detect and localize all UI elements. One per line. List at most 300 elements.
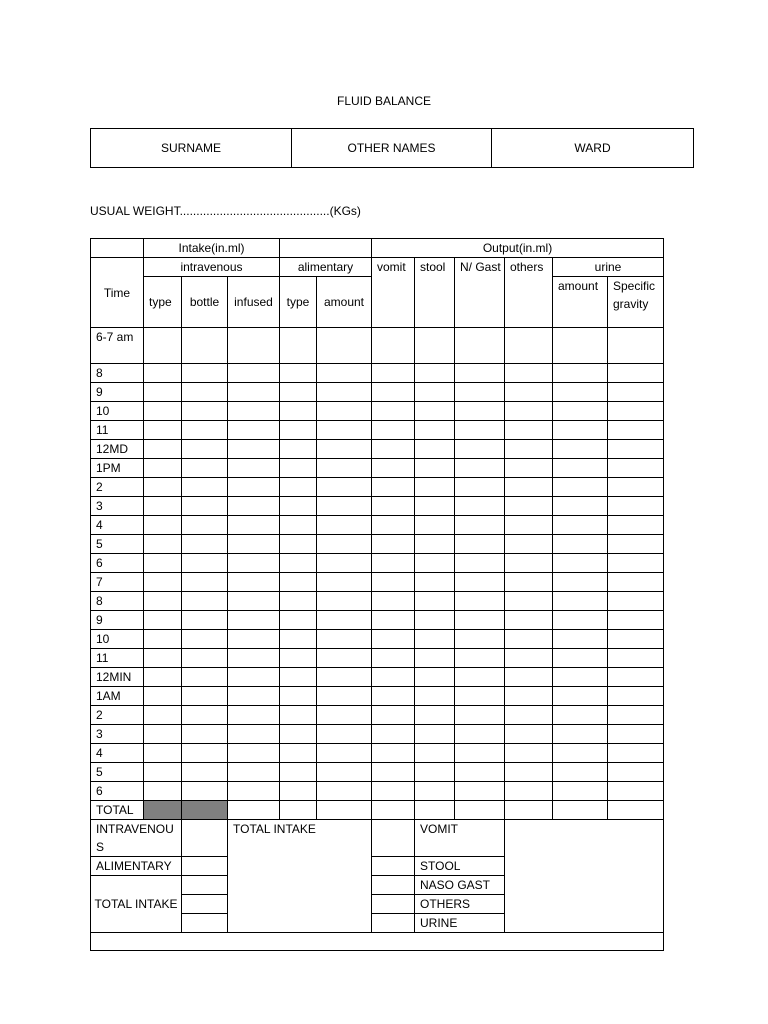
- entry-cell[interactable]: [455, 725, 505, 744]
- entry-cell[interactable]: [553, 497, 608, 516]
- entry-cell[interactable]: [608, 706, 664, 725]
- summary-total-intake-value[interactable]: [182, 895, 228, 914]
- entry-cell[interactable]: [455, 328, 505, 364]
- time-row: [91, 478, 664, 497]
- entry-cell[interactable]: [228, 516, 280, 535]
- entry-cell[interactable]: [455, 516, 505, 535]
- entry-cell[interactable]: [317, 497, 372, 516]
- entry-cell[interactable]: [505, 328, 553, 364]
- entry-cell[interactable]: [505, 440, 553, 459]
- entry-cell[interactable]: [553, 478, 608, 497]
- entry-cell[interactable]: [455, 554, 505, 573]
- entry-cell[interactable]: [280, 535, 317, 554]
- summary-stool-value[interactable]: [372, 857, 415, 876]
- entry-cell[interactable]: [228, 421, 280, 440]
- entry-cell[interactable]: [182, 554, 228, 573]
- entry-cell[interactable]: [553, 383, 608, 402]
- entry-cell[interactable]: [415, 459, 455, 478]
- total-cell[interactable]: [505, 801, 553, 820]
- entry-cell[interactable]: [505, 782, 553, 801]
- entry-cell[interactable]: [228, 763, 280, 782]
- entry-cell[interactable]: [317, 630, 372, 649]
- entry-cell[interactable]: [553, 328, 608, 364]
- entry-cell[interactable]: [608, 687, 664, 706]
- entry-cell[interactable]: [182, 782, 228, 801]
- entry-cell[interactable]: [553, 763, 608, 782]
- entry-cell[interactable]: [372, 649, 415, 668]
- entry-cell[interactable]: [415, 668, 455, 687]
- entry-cell[interactable]: [372, 763, 415, 782]
- entry-cell[interactable]: [144, 744, 182, 763]
- entry-cell[interactable]: [372, 383, 415, 402]
- entry-cell[interactable]: [415, 554, 455, 573]
- entry-cell[interactable]: [415, 611, 455, 630]
- entry-cell[interactable]: [280, 402, 317, 421]
- entry-cell[interactable]: [280, 497, 317, 516]
- entry-cell[interactable]: [505, 554, 553, 573]
- entry-cell[interactable]: [144, 328, 182, 364]
- entry-cell[interactable]: [372, 516, 415, 535]
- entry-cell[interactable]: [553, 706, 608, 725]
- entry-cell[interactable]: [317, 554, 372, 573]
- entry-cell[interactable]: [228, 328, 280, 364]
- total-cell[interactable]: [228, 801, 280, 820]
- entry-cell[interactable]: [317, 706, 372, 725]
- total-shaded-cell: [182, 801, 228, 820]
- entry-cell[interactable]: [608, 440, 664, 459]
- total-cell[interactable]: [415, 801, 455, 820]
- entry-cell[interactable]: [317, 611, 372, 630]
- entry-cell[interactable]: [372, 611, 415, 630]
- entry-cell[interactable]: [182, 725, 228, 744]
- entry-cell[interactable]: [608, 763, 664, 782]
- total-cell[interactable]: [372, 801, 415, 820]
- entry-cell[interactable]: [415, 497, 455, 516]
- entry-cell[interactable]: [280, 592, 317, 611]
- entry-cell[interactable]: [455, 478, 505, 497]
- entry-cell[interactable]: [553, 554, 608, 573]
- other-names-field[interactable]: OTHER NAMES: [292, 129, 492, 168]
- entry-cell[interactable]: [144, 440, 182, 459]
- entry-cell[interactable]: [455, 592, 505, 611]
- entry-cell[interactable]: [505, 383, 553, 402]
- entry-cell[interactable]: [455, 364, 505, 383]
- entry-cell[interactable]: [608, 592, 664, 611]
- entry-cell[interactable]: [144, 383, 182, 402]
- entry-cell[interactable]: [144, 649, 182, 668]
- entry-cell[interactable]: [317, 440, 372, 459]
- entry-cell[interactable]: [144, 554, 182, 573]
- entry-cell[interactable]: [182, 573, 228, 592]
- entry-cell[interactable]: [317, 649, 372, 668]
- entry-cell[interactable]: [228, 402, 280, 421]
- entry-cell[interactable]: [553, 687, 608, 706]
- entry-cell[interactable]: [608, 611, 664, 630]
- entry-cell[interactable]: [182, 383, 228, 402]
- entry-cell[interactable]: [415, 687, 455, 706]
- entry-cell[interactable]: [372, 573, 415, 592]
- entry-cell[interactable]: [608, 554, 664, 573]
- entry-cell[interactable]: [280, 554, 317, 573]
- entry-cell[interactable]: [372, 592, 415, 611]
- entry-cell[interactable]: [372, 497, 415, 516]
- entry-cell[interactable]: [182, 649, 228, 668]
- entry-cell[interactable]: [317, 383, 372, 402]
- entry-cell[interactable]: [280, 364, 317, 383]
- entry-cell[interactable]: [228, 649, 280, 668]
- entry-cell[interactable]: [182, 535, 228, 554]
- entry-cell[interactable]: [372, 725, 415, 744]
- entry-cell[interactable]: [553, 649, 608, 668]
- entry-cell[interactable]: [144, 611, 182, 630]
- entry-cell[interactable]: [608, 459, 664, 478]
- total-cell[interactable]: [317, 801, 372, 820]
- entry-cell[interactable]: [182, 328, 228, 364]
- entry-cell[interactable]: [280, 687, 317, 706]
- entry-cell[interactable]: [505, 535, 553, 554]
- entry-cell[interactable]: [280, 782, 317, 801]
- entry-cell[interactable]: [182, 611, 228, 630]
- total-cell[interactable]: [455, 801, 505, 820]
- entry-cell[interactable]: [144, 782, 182, 801]
- entry-cell[interactable]: [182, 497, 228, 516]
- entry-cell[interactable]: [144, 459, 182, 478]
- entry-cell[interactable]: [182, 421, 228, 440]
- entry-cell[interactable]: [228, 725, 280, 744]
- entry-cell[interactable]: [553, 630, 608, 649]
- entry-cell[interactable]: [228, 744, 280, 763]
- entry-cell[interactable]: [317, 573, 372, 592]
- entry-cell[interactable]: [280, 383, 317, 402]
- entry-cell[interactable]: [553, 611, 608, 630]
- entry-cell[interactable]: [455, 763, 505, 782]
- entry-cell[interactable]: [505, 668, 553, 687]
- summary-vomit-value[interactable]: [372, 820, 415, 857]
- entry-cell[interactable]: [455, 744, 505, 763]
- entry-cell[interactable]: [144, 497, 182, 516]
- entry-cell[interactable]: [553, 782, 608, 801]
- entry-cell[interactable]: [317, 592, 372, 611]
- entry-cell[interactable]: [553, 535, 608, 554]
- entry-cell[interactable]: [372, 668, 415, 687]
- entry-cell[interactable]: [608, 649, 664, 668]
- total-cell[interactable]: [553, 801, 608, 820]
- entry-cell[interactable]: [415, 421, 455, 440]
- entry-cell[interactable]: [182, 706, 228, 725]
- total-shaded-cell: [144, 801, 182, 820]
- entry-cell[interactable]: [415, 573, 455, 592]
- entry-cell[interactable]: [228, 383, 280, 402]
- entry-cell[interactable]: [317, 402, 372, 421]
- entry-cell[interactable]: [317, 535, 372, 554]
- entry-cell[interactable]: [505, 649, 553, 668]
- entry-cell[interactable]: [455, 440, 505, 459]
- entry-cell[interactable]: [505, 763, 553, 782]
- entry-cell[interactable]: [228, 440, 280, 459]
- entry-cell[interactable]: [553, 421, 608, 440]
- entry-cell[interactable]: [415, 630, 455, 649]
- intake-blank-header: [280, 239, 372, 258]
- entry-cell[interactable]: [228, 611, 280, 630]
- entry-cell[interactable]: [228, 535, 280, 554]
- entry-cell[interactable]: [553, 744, 608, 763]
- entry-cell[interactable]: [228, 687, 280, 706]
- entry-cell[interactable]: [317, 725, 372, 744]
- entry-cell[interactable]: [144, 421, 182, 440]
- entry-cell[interactable]: [280, 440, 317, 459]
- entry-cell[interactable]: [608, 782, 664, 801]
- entry-cell[interactable]: [553, 516, 608, 535]
- entry-cell[interactable]: [372, 459, 415, 478]
- entry-cell[interactable]: [455, 649, 505, 668]
- entry-cell[interactable]: [415, 478, 455, 497]
- entry-cell[interactable]: [415, 328, 455, 364]
- entry-cell[interactable]: [144, 630, 182, 649]
- entry-cell[interactable]: [608, 383, 664, 402]
- entry-cell[interactable]: [144, 535, 182, 554]
- entry-cell[interactable]: [280, 459, 317, 478]
- entry-cell[interactable]: [228, 706, 280, 725]
- entry-cell[interactable]: [415, 364, 455, 383]
- entry-cell[interactable]: [280, 573, 317, 592]
- entry-cell[interactable]: [144, 706, 182, 725]
- entry-cell[interactable]: [505, 630, 553, 649]
- entry-cell[interactable]: [372, 402, 415, 421]
- entry-cell[interactable]: [182, 763, 228, 782]
- entry-cell[interactable]: [415, 440, 455, 459]
- summary-naso-gast-label: NASO GAST: [415, 876, 505, 895]
- entry-cell[interactable]: [455, 573, 505, 592]
- entry-cell[interactable]: [415, 535, 455, 554]
- entry-cell[interactable]: [505, 421, 553, 440]
- time-label: 2: [91, 478, 144, 497]
- entry-cell[interactable]: [372, 421, 415, 440]
- summary-alimentary-value[interactable]: [182, 857, 228, 876]
- summary-total-intake-value[interactable]: [182, 876, 228, 895]
- entry-cell[interactable]: [280, 630, 317, 649]
- entry-cell[interactable]: [505, 497, 553, 516]
- entry-cell[interactable]: [317, 687, 372, 706]
- entry-cell[interactable]: [144, 592, 182, 611]
- entry-cell[interactable]: [415, 706, 455, 725]
- entry-cell[interactable]: [553, 668, 608, 687]
- entry-cell[interactable]: [182, 592, 228, 611]
- entry-cell[interactable]: [182, 478, 228, 497]
- entry-cell[interactable]: [455, 497, 505, 516]
- entry-cell[interactable]: [415, 383, 455, 402]
- entry-cell[interactable]: [372, 478, 415, 497]
- iv-bottle-header: bottle: [182, 277, 228, 328]
- entry-cell[interactable]: [505, 706, 553, 725]
- entry-cell[interactable]: [280, 668, 317, 687]
- entry-cell[interactable]: [415, 763, 455, 782]
- entry-cell[interactable]: [280, 421, 317, 440]
- entry-cell[interactable]: [415, 516, 455, 535]
- entry-cell[interactable]: [608, 497, 664, 516]
- entry-cell[interactable]: [553, 402, 608, 421]
- entry-cell[interactable]: [280, 763, 317, 782]
- entry-cell[interactable]: [372, 782, 415, 801]
- entry-cell[interactable]: [317, 328, 372, 364]
- entry-cell[interactable]: [415, 782, 455, 801]
- entry-cell[interactable]: [415, 402, 455, 421]
- entry-cell[interactable]: [144, 516, 182, 535]
- entry-cell[interactable]: [415, 744, 455, 763]
- summary-intravenous-value[interactable]: [182, 820, 228, 857]
- entry-cell[interactable]: [372, 328, 415, 364]
- entry-cell[interactable]: [228, 554, 280, 573]
- entry-cell[interactable]: [182, 459, 228, 478]
- entry-cell[interactable]: [317, 763, 372, 782]
- entry-cell[interactable]: [182, 687, 228, 706]
- entry-cell[interactable]: [372, 535, 415, 554]
- entry-cell[interactable]: [144, 478, 182, 497]
- entry-cell[interactable]: [182, 440, 228, 459]
- total-cell[interactable]: [280, 801, 317, 820]
- entry-cell[interactable]: [505, 459, 553, 478]
- entry-cell[interactable]: [608, 630, 664, 649]
- entry-cell[interactable]: [372, 687, 415, 706]
- entry-cell[interactable]: [228, 573, 280, 592]
- entry-cell[interactable]: [144, 687, 182, 706]
- entry-cell[interactable]: [228, 478, 280, 497]
- entry-cell[interactable]: [182, 744, 228, 763]
- entry-cell[interactable]: [553, 440, 608, 459]
- entry-cell[interactable]: [505, 725, 553, 744]
- entry-cell[interactable]: [553, 364, 608, 383]
- entry-cell[interactable]: [608, 535, 664, 554]
- entry-cell[interactable]: [608, 478, 664, 497]
- entry-cell[interactable]: [455, 668, 505, 687]
- entry-cell[interactable]: [415, 649, 455, 668]
- entry-cell[interactable]: [608, 725, 664, 744]
- entry-cell[interactable]: [317, 668, 372, 687]
- entry-cell[interactable]: [228, 668, 280, 687]
- entry-cell[interactable]: [280, 706, 317, 725]
- entry-cell[interactable]: [280, 725, 317, 744]
- entry-cell[interactable]: [455, 782, 505, 801]
- entry-cell[interactable]: [182, 364, 228, 383]
- summary-total-intake-value[interactable]: [182, 914, 228, 933]
- entry-cell[interactable]: [144, 364, 182, 383]
- entry-cell[interactable]: [317, 364, 372, 383]
- entry-cell[interactable]: [455, 630, 505, 649]
- entry-cell[interactable]: [317, 744, 372, 763]
- footer-row[interactable]: [91, 933, 664, 951]
- entry-cell[interactable]: [317, 478, 372, 497]
- entry-cell[interactable]: [455, 383, 505, 402]
- intake-header: Intake(in.ml): [144, 239, 280, 258]
- alimentary-header: alimentary: [280, 258, 372, 277]
- summary-urine-value[interactable]: [372, 914, 415, 933]
- entry-cell[interactable]: [455, 706, 505, 725]
- entry-cell[interactable]: [317, 516, 372, 535]
- entry-cell[interactable]: [608, 744, 664, 763]
- entry-cell[interactable]: [553, 725, 608, 744]
- entry-cell[interactable]: [608, 364, 664, 383]
- usual-weight-field[interactable]: USUAL WEIGHT.............................................(KGs): [90, 204, 361, 218]
- entry-cell[interactable]: [228, 782, 280, 801]
- entry-cell[interactable]: [144, 668, 182, 687]
- entry-cell[interactable]: [455, 459, 505, 478]
- entry-cell[interactable]: [228, 630, 280, 649]
- entry-cell[interactable]: [505, 592, 553, 611]
- entry-cell[interactable]: [505, 364, 553, 383]
- entry-cell[interactable]: [455, 535, 505, 554]
- entry-cell[interactable]: [415, 725, 455, 744]
- entry-cell[interactable]: [280, 478, 317, 497]
- entry-cell[interactable]: [608, 402, 664, 421]
- entry-cell[interactable]: [372, 706, 415, 725]
- entry-cell[interactable]: [144, 763, 182, 782]
- entry-cell[interactable]: [372, 744, 415, 763]
- entry-cell[interactable]: [372, 440, 415, 459]
- time-label: 9: [91, 611, 144, 630]
- entry-cell[interactable]: [280, 744, 317, 763]
- entry-cell[interactable]: [182, 516, 228, 535]
- ward-field[interactable]: WARD: [492, 129, 694, 168]
- entry-cell[interactable]: [228, 364, 280, 383]
- entry-cell[interactable]: [608, 668, 664, 687]
- entry-cell[interactable]: [505, 516, 553, 535]
- entry-cell[interactable]: [317, 782, 372, 801]
- entry-cell[interactable]: [317, 421, 372, 440]
- entry-cell[interactable]: [553, 592, 608, 611]
- entry-cell[interactable]: [455, 611, 505, 630]
- entry-cell[interactable]: [317, 459, 372, 478]
- entry-cell[interactable]: [608, 328, 664, 364]
- entry-cell[interactable]: [228, 592, 280, 611]
- entry-cell[interactable]: [280, 516, 317, 535]
- entry-cell[interactable]: [144, 725, 182, 744]
- summary-naso-gast-value[interactable]: [372, 876, 415, 895]
- entry-cell[interactable]: [553, 459, 608, 478]
- entry-cell[interactable]: [228, 497, 280, 516]
- entry-cell[interactable]: [280, 611, 317, 630]
- entry-cell[interactable]: [455, 687, 505, 706]
- entry-cell[interactable]: [144, 402, 182, 421]
- entry-cell[interactable]: [608, 421, 664, 440]
- entry-cell[interactable]: [608, 516, 664, 535]
- entry-cell[interactable]: [505, 573, 553, 592]
- entry-cell[interactable]: [228, 459, 280, 478]
- entry-cell[interactable]: [372, 630, 415, 649]
- entry-cell[interactable]: [144, 573, 182, 592]
- time-row: [91, 573, 664, 592]
- time-label: 6: [91, 782, 144, 801]
- entry-cell[interactable]: [505, 687, 553, 706]
- entry-cell[interactable]: [182, 668, 228, 687]
- entry-cell[interactable]: [280, 328, 317, 364]
- entry-cell[interactable]: [455, 421, 505, 440]
- entry-cell[interactable]: [182, 402, 228, 421]
- entry-cell[interactable]: [372, 554, 415, 573]
- entry-cell[interactable]: [182, 630, 228, 649]
- entry-cell[interactable]: [505, 402, 553, 421]
- entry-cell[interactable]: [280, 649, 317, 668]
- surname-field[interactable]: SURNAME: [91, 129, 292, 168]
- entry-cell[interactable]: [505, 744, 553, 763]
- entry-cell[interactable]: [455, 402, 505, 421]
- summary-others-value[interactable]: [372, 895, 415, 914]
- entry-cell[interactable]: [505, 478, 553, 497]
- entry-cell[interactable]: [372, 364, 415, 383]
- total-cell[interactable]: [608, 801, 664, 820]
- entry-cell[interactable]: [415, 592, 455, 611]
- entry-cell[interactable]: [608, 573, 664, 592]
- entry-cell[interactable]: [505, 611, 553, 630]
- entry-cell[interactable]: [553, 573, 608, 592]
